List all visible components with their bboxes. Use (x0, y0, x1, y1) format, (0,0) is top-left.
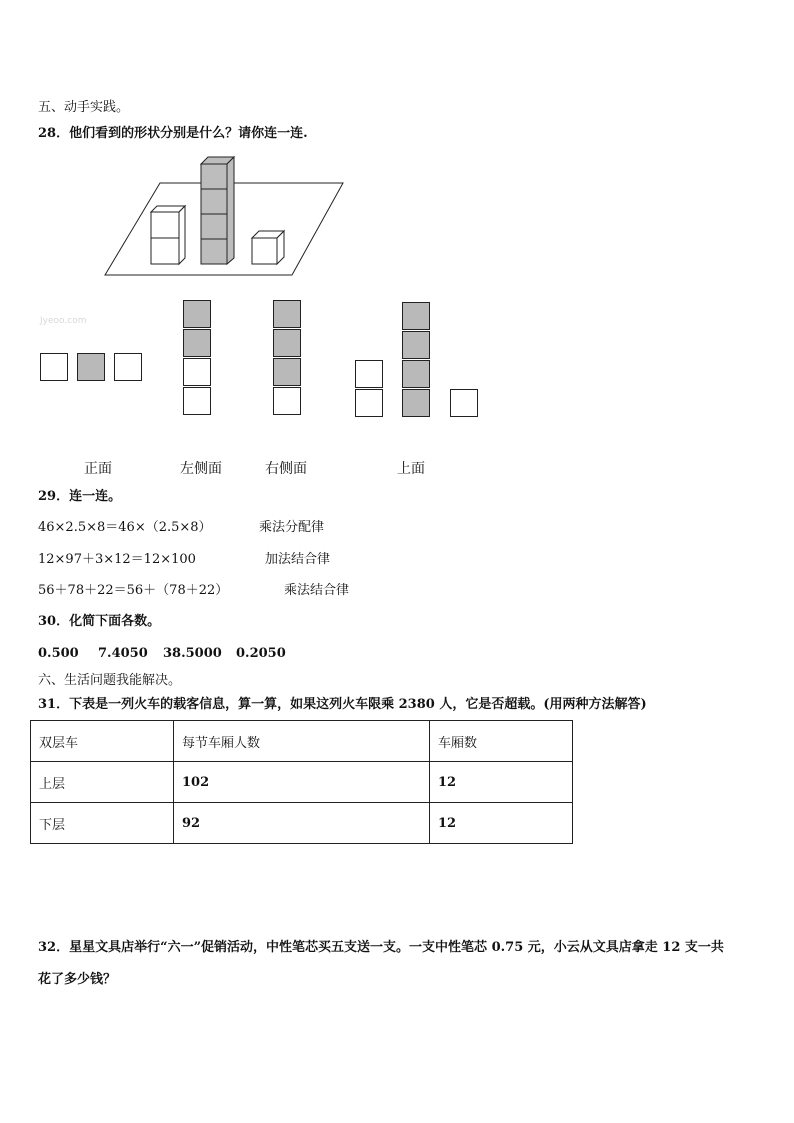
view-label-front: 正面 (84, 461, 112, 477)
question-28: 28．他们看到的形状分别是什么？请你连一连. (38, 126, 308, 141)
table-cell: 12 (430, 762, 573, 803)
law-2[interactable]: 加法结合律 (265, 552, 331, 567)
single-cube (252, 231, 284, 264)
table-header-row (31, 721, 573, 762)
question-30: 30．化简下面各数。 (38, 614, 161, 629)
question-31: 31．下表是一列火车的载客信息，算一算，如果这列火车限乘 2380 人，它是否超载。(用两种方法解答) (38, 697, 647, 712)
number-1: 0.500 (38, 646, 79, 661)
stack-tall (201, 157, 234, 264)
expression-2[interactable]: 12×97＋3×12＝12×100 (38, 552, 196, 567)
view-label-right: 右侧面 (265, 461, 307, 477)
number-3: 38.5000 (163, 646, 222, 661)
table-cell: 下层 (31, 803, 174, 844)
table-row (31, 803, 573, 844)
section-heading-6: 六、生活问题我能解决。 (38, 673, 182, 688)
number-4: 0.2050 (236, 646, 286, 661)
table-header-cell: 每节车厢人数 (174, 721, 430, 762)
expression-3[interactable]: 56＋78＋22＝56＋（78＋22） (38, 583, 229, 598)
question-32-line-2: 花了多少钱？ (38, 972, 117, 987)
question-29: 29．连一连。 (38, 489, 122, 504)
cube-arrangement-figure (95, 150, 355, 280)
view-label-left: 左侧面 (180, 461, 222, 477)
table-cell: 上层 (31, 762, 174, 803)
number-2: 7.4050 (98, 646, 148, 661)
view-label-top: 上面 (397, 461, 425, 477)
stack-left (151, 206, 185, 264)
train-info-table (30, 720, 573, 844)
watermark: Jyeoo.com (40, 316, 87, 326)
table-header-cell: 车厢数 (430, 721, 573, 762)
table-cell: 102 (174, 762, 430, 803)
table-row (31, 762, 573, 803)
section-heading: 五、动手实践。 (38, 100, 130, 115)
question-32-line-1: 32．星星文具店举行“六一”促销活动，中性笔芯买五支送一支。一支中性笔芯 0.75 元，小云从文具店拿走 12 支一共 (38, 940, 724, 955)
table-cell: 92 (174, 803, 430, 844)
expression-1[interactable]: 46×2.5×8＝46×（2.5×8） (38, 520, 212, 535)
law-1[interactable]: 乘法分配律 (259, 520, 325, 535)
law-3[interactable]: 乘法结合律 (284, 583, 350, 598)
table-header-cell: 双层车 (31, 721, 174, 762)
table-cell: 12 (430, 803, 573, 844)
